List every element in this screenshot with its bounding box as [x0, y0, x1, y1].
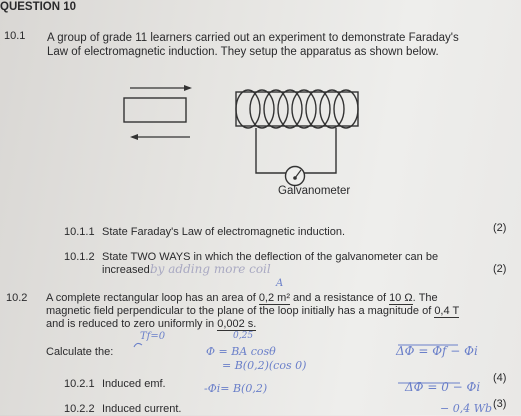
q1012-marks: (2): [493, 263, 507, 275]
question-title: QUESTION 10: [0, 1, 77, 13]
q1022-number: 10.2.2: [64, 403, 95, 415]
q1012-line-2: increased.: [102, 264, 153, 276]
field-value: 0,4 T: [434, 305, 460, 317]
q1011-marks: (2): [493, 222, 507, 234]
handwritten-phi-initial: -Φi= B(0,2): [204, 382, 268, 395]
q102-line-2: magnetic field perpendicular to the plane of the loop initially has a magnitude of 0,4 T: [46, 305, 460, 317]
question-number: 10.1: [4, 30, 26, 42]
q1012-line-1: State TWO WAYS in which the deflection of the galvanometer can be: [102, 251, 439, 263]
q1022-marks: (3): [493, 398, 507, 410]
q1021-text: Induced emf.: [102, 378, 166, 390]
q102-line-3: and is reduced to zero uniformly in 0,002 s.: [46, 318, 257, 330]
handwritten-phi-formula: Φ = BA cosθ: [206, 345, 276, 358]
intro-line-2: Law of electromagnetic induction. They setup the apparatus as shown below.: [47, 46, 439, 58]
handwritten-answer-1012: by adding more coil: [150, 262, 271, 276]
intro-line-1: A group of grade 11 learners carried out an experiment to demonstrate Faraday's: [47, 32, 459, 44]
galvanometer-icon: [286, 167, 305, 186]
area-value: 0,2 m²: [258, 292, 290, 304]
q1021-marks: (4): [493, 372, 507, 384]
q1021-number: 10.2.1: [64, 378, 95, 390]
handwritten-tf: Tf=0: [140, 331, 166, 342]
handwritten-phi-substitution: = B(0,2)(cos 0): [222, 359, 307, 372]
time-value: 0,002 s.: [217, 318, 257, 330]
calculate-label: Calculate the:: [46, 346, 114, 358]
q1011-text: State Faraday's Law of electromagnetic induction.: [102, 226, 346, 238]
handwritten-delta-phi-2: ΔΦ = 0 − Φi: [405, 380, 481, 394]
handwritten-area-note: A: [276, 278, 284, 289]
q1011-number: 10.1.1: [64, 226, 95, 238]
q1012-number: 10.1.2: [64, 251, 95, 263]
handwritten-delta-phi: ΔΦ = Φf − Φi: [396, 344, 478, 358]
q102-number: 10.2: [6, 292, 28, 304]
solenoid-coil: [236, 90, 358, 128]
q102-line-1: A complete rectangular loop has an area of 0,2 m² and a resistance of 10 Ω. The: [46, 292, 438, 304]
galvanometer-label: Galvanometer: [278, 185, 351, 197]
handwritten-time: 0,25: [233, 331, 254, 341]
resistance-value: 10 Ω: [389, 292, 413, 304]
handwritten-bottom-answer: − 0,4 Wb: [440, 402, 493, 415]
q1022-text: Induced current.: [102, 403, 182, 415]
bar-magnet: [124, 85, 192, 140]
